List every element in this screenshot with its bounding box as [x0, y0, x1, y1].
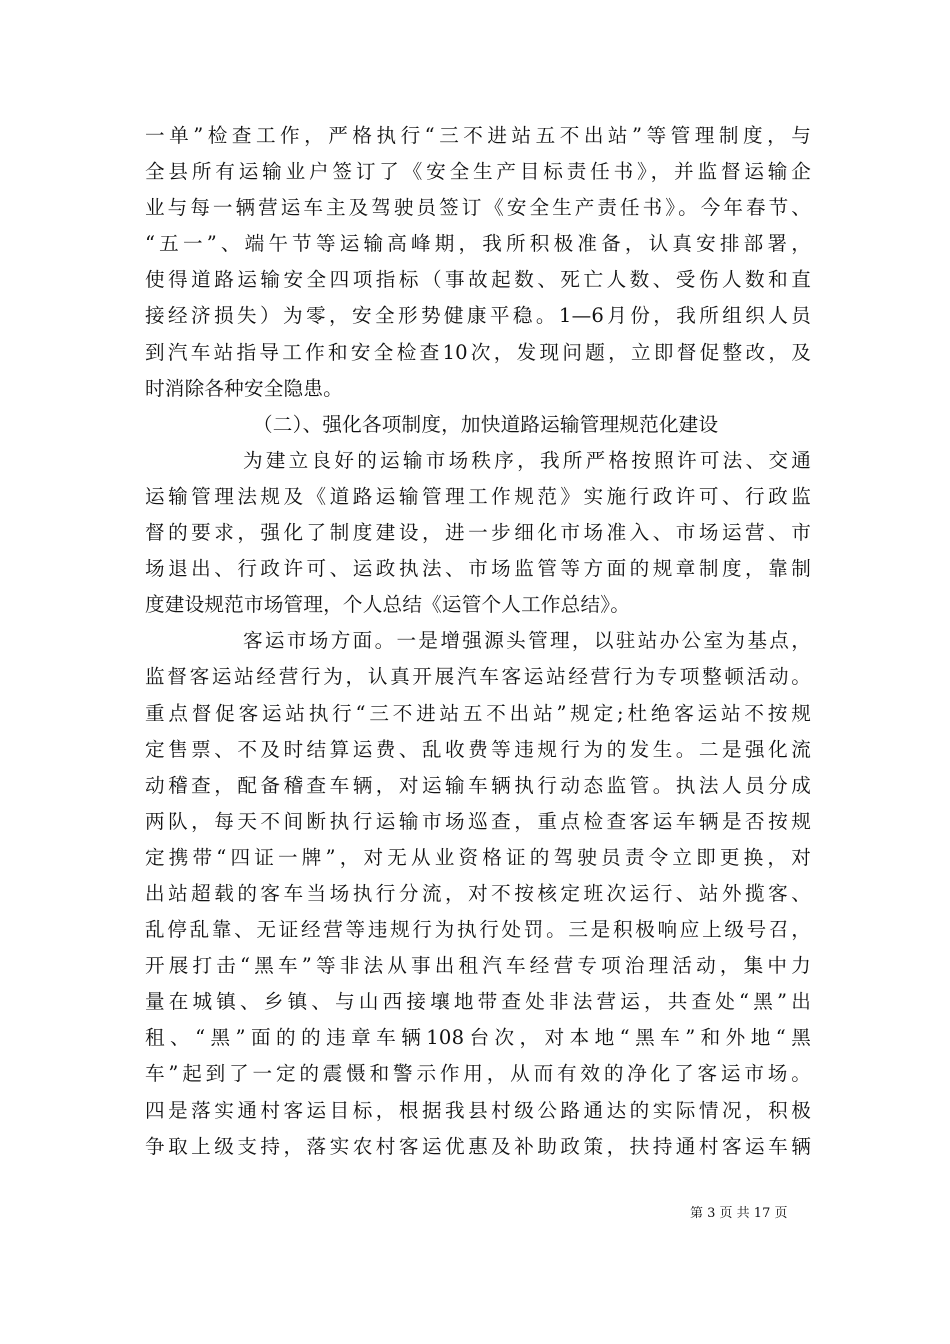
section-heading: （二）、强化各项制度，加快道路运输管理规范化建设 [253, 412, 719, 436]
text-line: 一单”检查工作，严格执行“三不进站五不出站”等管理制度，与 [145, 124, 811, 147]
text-line: 四是落实通村客运目标，根据我县村级公路通达的实际情况，积极 [145, 1098, 811, 1122]
text-line: 车”起到了一定的震慑和警示作用，从而有效的净化了客运市场。 [145, 1062, 811, 1086]
text-line: 监督客运站经营行为，认真开展汽车客运站经营行为专项整顿活动。 [145, 665, 811, 689]
text-line: 量在城镇、乡镇、与山西接壤地带查处非法营运，共查处“黑”出 [145, 990, 811, 1014]
text-line: 开展打击“黑车”等非法从事出租汽车经营专项治理活动，集中力 [145, 954, 811, 978]
page-number: 第 3 页 共 17 页 [690, 1206, 788, 1221]
text-line: 争取上级支持，落实农村客运优惠及补助政策，扶持通村客运车辆 [145, 1134, 811, 1158]
text-line: 接经济损失）为零，安全形势健康平稳。1—6月份，我所组织人员 [145, 304, 811, 328]
text-line: 为建立良好的运输市场秩序，我所严格按照许可法、交通 [243, 448, 811, 472]
text-line: 使得道路运输安全四项指标（事故起数、死亡人数、受伤人数和直 [145, 268, 811, 292]
text-line: 全县所有运输业户签订了《安全生产目标责任书》，并监督运输企 [145, 160, 811, 184]
text-line: 客运市场方面。一是增强源头管理，以驻站办公室为基点， [243, 629, 811, 653]
text-line: 督的要求，强化了制度建设，进一步细化市场准入、市场运营、市 [145, 521, 811, 545]
text-line: 出站超载的客车当场执行分流，对不按核定班次运行、站外揽客、 [145, 881, 811, 905]
text-line: 到汽车站指导工作和安全检查10次，发现问题，立即督促整改，及 [145, 340, 811, 364]
text-line: 运输管理法规及《道路运输管理工作规范》实施行政许可、行政监 [145, 484, 811, 508]
text-line: 时消除各种安全隐患。 [145, 376, 343, 400]
text-line: 动稽查，配备稽查车辆，对运输车辆执行动态监管。执法人员分成 [145, 773, 811, 797]
text-line: 度建设规范市场管理，个人总结《运管个人工作总结》。 [145, 593, 631, 617]
text-line: 场退出、行政许可、运政执法、市场监管等方面的规章制度，靠制 [145, 557, 811, 581]
body-text [145, 118, 811, 1165]
text-line: 定售票、不及时结算运费、乱收费等违规行为的发生。二是强化流 [145, 737, 811, 761]
text-line: “五一”、端午节等运输高峰期，我所积极准备，认真安排部署， [145, 232, 811, 256]
text-line: 重点督促客运站执行“三不进站五不出站”规定;杜绝客运站不按规 [145, 701, 811, 725]
text-line: 租、“黑”面的的违章车辆108台次，对本地“黑车”和外地“黑 [145, 1026, 811, 1050]
text-line: 两队，每天不间断执行运输市场巡查，重点检查客运车辆是否按规 [145, 809, 811, 833]
text-line: 定携带“四证一牌”，对无从业资格证的驾驶员责令立即更换，对 [145, 845, 811, 869]
text-line: 乱停乱靠、无证经营等违规行为执行处罚。三是积极响应上级号召， [145, 918, 811, 942]
text-line: 业与每一辆营运车主及驾驶员签订《安全生产责任书》。今年春节、 [145, 196, 811, 220]
